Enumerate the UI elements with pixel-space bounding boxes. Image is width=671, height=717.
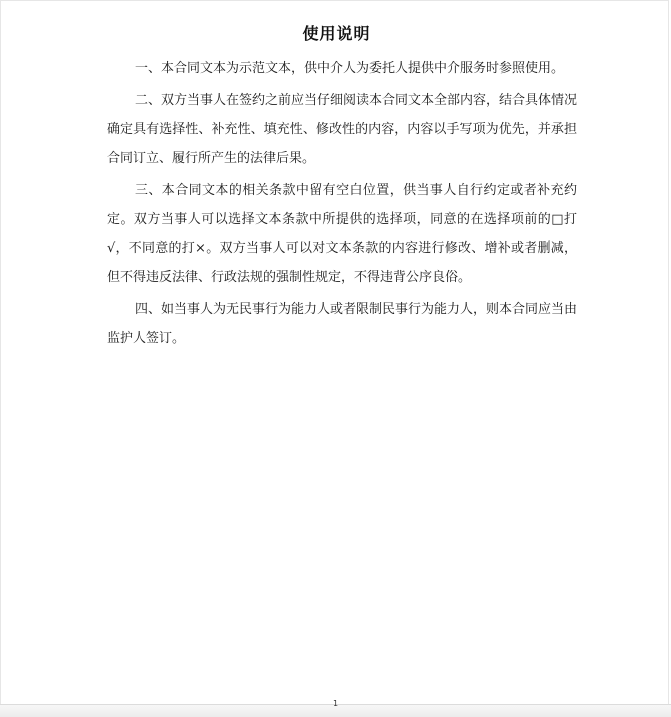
instructions-body [107, 54, 577, 356]
page-title: 使用说明 [302, 24, 371, 43]
instruction-paragraph-1: 一、本合同文本为示范文本，供中介人为委托人提供中介服务时参照使用。 [135, 61, 565, 76]
instruction-paragraph-4: 四、如当事人为无民事行为能力人或者限制民事行为能力人，则本合同应当由监护人签订。 [107, 302, 578, 346]
instruction-paragraph-2: 二、双方当事人在签约之前应当仔细阅读本合同文本全部内容，结合具体情况确定具有选择性、补充性、填充性、修改性的内容，内容以手写项为优先，并承担合同订立、履行所产生的法律后果。 [107, 93, 578, 166]
instruction-paragraph-3: 三、本合同文本的相关条款中留有空白位置，供当事人自行约定或者补充约定。双方当事人可以选择文本条款中所提供的选择项，同意的在选择项前的□打√，不同意的打×。双方当事人可以对文本条款的内容进行修改、增补或者删减，但不得违反法律、行政法规的强制性规定，不得违背公序良俗。 [107, 183, 577, 285]
page-number: 1 [332, 699, 339, 708]
